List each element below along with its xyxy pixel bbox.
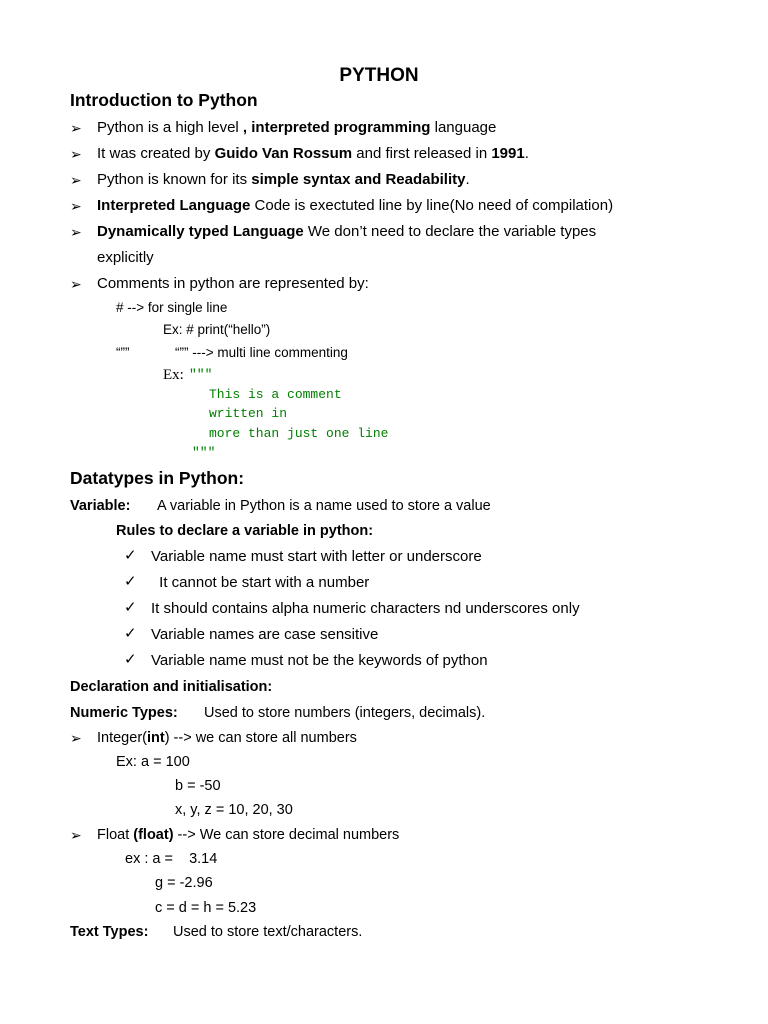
bullet-text: Interpreted Language Code is exectuted line by line(No need of compilation) [97, 197, 614, 214]
bullet-text: Comments in python are represented by: [97, 275, 369, 292]
arrow-bullet-icon: ➢ [70, 730, 82, 746]
float-bullet: Float (float) --> We can store decimal numbers [97, 827, 400, 843]
code-example-label: Ex: [163, 367, 184, 383]
code-line: """ [192, 445, 216, 460]
numeric-types-label: Numeric Types: [70, 705, 178, 721]
code-line: written in [209, 406, 288, 421]
text-types-label: Text Types: [70, 924, 149, 940]
arrow-bullet-icon: ➢ [70, 120, 82, 136]
variable-description: A variable in Python is a name used to store a value [157, 498, 491, 514]
code-line: """ [189, 367, 213, 382]
arrow-bullet-icon: ➢ [70, 146, 82, 162]
arrow-bullet-icon: ➢ [70, 276, 82, 292]
checkmark-icon: ✓ [124, 573, 137, 590]
rule-item: Variable name must start with letter or underscore [151, 548, 482, 565]
arrow-bullet-icon: ➢ [70, 198, 82, 214]
arrow-bullet-icon: ➢ [70, 827, 82, 843]
arrow-bullet-icon: ➢ [70, 224, 82, 240]
checkmark-icon: ✓ [124, 625, 137, 642]
float-example-line: ex : a = 3.14 [125, 851, 218, 867]
int-example-line: x, y, z = 10, 20, 30 [175, 802, 293, 818]
rule-item: Variable names are case sensitive [151, 626, 379, 643]
comment-multi-desc: “”” ---> multi line commenting [175, 345, 348, 360]
datatypes-heading: Datatypes in Python: [70, 468, 245, 488]
int-example-line: Ex: a = 100 [116, 754, 190, 770]
rules-heading: Rules to declare a variable in python: [116, 523, 374, 539]
declaration-heading: Declaration and initialisation: [70, 679, 273, 695]
float-example-line: g = -2.96 [155, 875, 213, 891]
intro-heading: Introduction to Python [70, 90, 258, 110]
bullet-text: Python is known for its simple syntax and Readability. [97, 171, 470, 188]
integer-bullet: Integer(int) --> we can store all numbers [97, 730, 357, 746]
rule-item: It cannot be start with a number [155, 574, 370, 591]
checkmark-icon: ✓ [124, 599, 137, 616]
rule-item: It should contains alpha numeric characters nd underscores only [151, 600, 580, 617]
checkmark-icon: ✓ [124, 547, 137, 564]
variable-line: Variable: [70, 498, 131, 514]
checkmark-icon: ✓ [124, 651, 137, 668]
bullet-text: It was created by Guido Van Rossum and first released in 1991. [97, 145, 529, 162]
numeric-types-description: Used to store numbers (integers, decimals). [204, 705, 486, 721]
page-title: PYTHON [339, 65, 419, 86]
arrow-bullet-icon: ➢ [70, 172, 82, 188]
float-example-line: c = d = h = 5.23 [155, 900, 257, 916]
rule-item: Variable name must not be the keywords of python [151, 652, 488, 669]
comment-multi-open: “”” [116, 345, 130, 360]
comment-single-example: Ex: # print(“hello”) [163, 322, 271, 337]
int-example-line: b = -50 [175, 778, 221, 794]
bullet-text: Dynamically typed Language We don’t need to declare the variable types [97, 223, 597, 240]
code-line: This is a comment [209, 387, 342, 402]
comment-single-line: # --> for single line [116, 300, 228, 315]
bullet-text-continuation: explicitly [97, 249, 154, 266]
code-line: more than just one line [209, 426, 389, 441]
bullet-text: Python is a high level , interpreted programming language [97, 119, 497, 136]
text-types-description: Used to store text/characters. [173, 924, 363, 940]
